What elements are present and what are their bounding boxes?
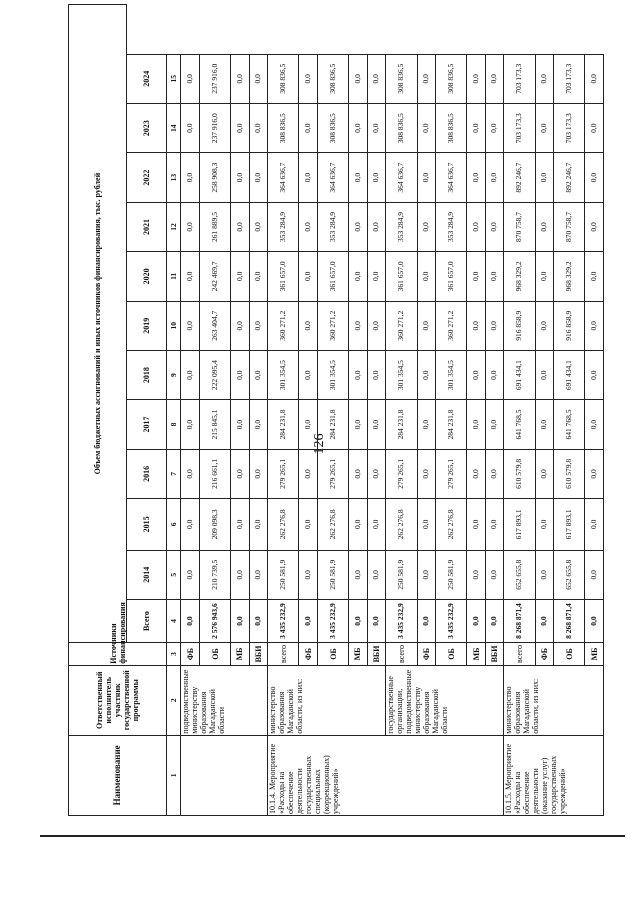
year-value-cell: 0,0 xyxy=(467,350,485,399)
year-value-cell: 0,0 xyxy=(367,499,385,550)
year-value-cell: 0,0 xyxy=(417,202,435,251)
year-value-cell: 364 636,7 xyxy=(267,153,298,202)
year-value-cell: 610 579,8 xyxy=(504,449,535,498)
source-cell: МБ xyxy=(585,643,604,666)
total-value-cell: 0,0 xyxy=(485,599,503,642)
year-value-cell: 0,0 xyxy=(467,550,485,599)
total-value-cell: 0,0 xyxy=(249,599,267,642)
year-value-cell: 0,0 xyxy=(181,153,199,202)
year-value-cell: 870 758,7 xyxy=(504,202,535,251)
year-value-cell: 279 265,1 xyxy=(386,449,417,498)
year-value-cell: 916 858,9 xyxy=(504,301,535,350)
page-divider xyxy=(40,835,625,837)
source-cell: ОБ xyxy=(317,643,348,666)
total-value-cell: 0,0 xyxy=(181,599,199,642)
year-value-cell: 0,0 xyxy=(417,449,435,498)
year-value-cell: 0,0 xyxy=(181,499,199,550)
year-value-cell: 703 173,3 xyxy=(553,103,584,152)
year-value-cell: 0,0 xyxy=(299,449,317,498)
year-value-cell: 0,0 xyxy=(585,550,604,599)
index-cell: 6 xyxy=(167,499,181,550)
year-value-cell: 0,0 xyxy=(535,350,553,399)
source-cell: ВБИ xyxy=(485,643,503,666)
year-value-cell: 870 758,7 xyxy=(553,202,584,251)
source-cell: ВБИ xyxy=(249,643,267,666)
year-value-cell: 0,0 xyxy=(349,54,367,103)
header-year: 2014 xyxy=(127,550,167,599)
year-value-cell: 301 354,5 xyxy=(267,350,298,399)
year-value-cell: 652 655,8 xyxy=(504,550,535,599)
header-year: 2017 xyxy=(127,400,167,449)
index-cell: 12 xyxy=(167,202,181,251)
year-value-cell: 242 469,7 xyxy=(199,252,230,301)
year-value-cell: 361 657,0 xyxy=(317,252,348,301)
year-value-cell: 308 836,5 xyxy=(435,54,466,103)
year-value-cell: 0,0 xyxy=(231,550,249,599)
year-value-cell: 0,0 xyxy=(367,54,385,103)
index-row xyxy=(167,5,181,816)
total-value-cell: 0,0 xyxy=(535,599,553,642)
year-value-cell: 301 354,5 xyxy=(435,350,466,399)
year-value-cell: 0,0 xyxy=(367,103,385,152)
year-value-cell: 0,0 xyxy=(485,54,503,103)
year-value-cell: 0,0 xyxy=(299,54,317,103)
year-value-cell: 0,0 xyxy=(535,54,553,103)
header-year: 2015 xyxy=(127,499,167,550)
year-value-cell: 262 276,8 xyxy=(435,499,466,550)
year-value-cell: 0,0 xyxy=(349,103,367,152)
header-year: 2022 xyxy=(127,153,167,202)
year-value-cell: 301 354,5 xyxy=(386,350,417,399)
year-value-cell: 215 845,1 xyxy=(199,400,230,449)
index-cell: 8 xyxy=(167,400,181,449)
index-cell: 15 xyxy=(167,54,181,103)
year-value-cell: 0,0 xyxy=(231,153,249,202)
year-value-cell: 0,0 xyxy=(367,301,385,350)
year-value-cell: 0,0 xyxy=(231,499,249,550)
executor-cell: подведомственные министерству образования Магаданской области xyxy=(181,665,268,735)
year-value-cell: 0,0 xyxy=(349,202,367,251)
year-value-cell: 0,0 xyxy=(367,252,385,301)
year-value-cell: 209 098,3 xyxy=(199,499,230,550)
year-value-cell: 0,0 xyxy=(485,449,503,498)
year-value-cell: 0,0 xyxy=(585,449,604,498)
year-value-cell: 360 271,2 xyxy=(386,301,417,350)
source-cell: ФБ xyxy=(535,643,553,666)
source-cell: ОБ xyxy=(435,643,466,666)
rotated-table-container xyxy=(68,4,604,816)
executor-cell: государственные организации, подведомственные министерству образования Магаданской области xyxy=(386,665,504,735)
year-value-cell: 250 581,9 xyxy=(435,550,466,599)
year-value-cell: 0,0 xyxy=(299,499,317,550)
year-value-cell: 0,0 xyxy=(535,103,553,152)
year-value-cell: 0,0 xyxy=(231,252,249,301)
total-value-cell: 8 268 871,4 xyxy=(504,599,535,642)
year-value-cell: 0,0 xyxy=(467,400,485,449)
year-value-cell: 703 173,3 xyxy=(504,54,535,103)
year-value-cell: 0,0 xyxy=(535,449,553,498)
year-value-cell: 0,0 xyxy=(417,400,435,449)
year-value-cell: 0,0 xyxy=(417,550,435,599)
year-value-cell: 0,0 xyxy=(249,202,267,251)
year-value-cell: 308 836,5 xyxy=(386,103,417,152)
header-volume-title: Объем бюджетных ассигнований и иных источников финансирования, тыс. рублей xyxy=(69,5,127,643)
total-value-cell: 2 576 943,6 xyxy=(199,599,230,642)
year-value-cell: 0,0 xyxy=(349,252,367,301)
year-value-cell: 0,0 xyxy=(367,550,385,599)
year-value-cell: 0,0 xyxy=(535,153,553,202)
year-value-cell: 0,0 xyxy=(249,449,267,498)
year-value-cell: 652 655,8 xyxy=(553,550,584,599)
year-value-cell: 0,0 xyxy=(535,499,553,550)
year-value-cell: 261 889,5 xyxy=(199,202,230,251)
year-value-cell: 0,0 xyxy=(585,400,604,449)
year-value-cell: 0,0 xyxy=(417,350,435,399)
table-row xyxy=(181,5,199,816)
year-value-cell: 0,0 xyxy=(299,400,317,449)
year-value-cell: 279 265,1 xyxy=(267,449,298,498)
year-value-cell: 222 095,4 xyxy=(199,350,230,399)
activity-name-cell: 10.1.4. Мероприятие «Расходы на обеспечение деятельности государственных специальных (коррекционных) учреждений» xyxy=(267,735,503,815)
year-value-cell: 353 284,9 xyxy=(386,202,417,251)
year-value-cell: 0,0 xyxy=(349,499,367,550)
year-value-cell: 0,0 xyxy=(181,252,199,301)
year-value-cell: 237 916,0 xyxy=(199,54,230,103)
source-cell: всего xyxy=(386,643,417,666)
year-value-cell: 0,0 xyxy=(249,350,267,399)
source-cell: ОБ xyxy=(199,643,230,666)
source-cell: МБ xyxy=(231,643,249,666)
table-row xyxy=(267,5,298,816)
year-value-cell: 0,0 xyxy=(231,301,249,350)
year-value-cell: 308 836,5 xyxy=(317,54,348,103)
year-value-cell: 0,0 xyxy=(417,153,435,202)
year-value-cell: 968 329,2 xyxy=(553,252,584,301)
year-value-cell: 0,0 xyxy=(231,202,249,251)
year-value-cell: 0,0 xyxy=(485,202,503,251)
year-value-cell: 308 836,5 xyxy=(386,54,417,103)
year-value-cell: 0,0 xyxy=(349,350,367,399)
source-cell: МБ xyxy=(467,643,485,666)
year-value-cell: 0,0 xyxy=(249,499,267,550)
year-value-cell: 0,0 xyxy=(367,202,385,251)
year-value-cell: 0,0 xyxy=(249,400,267,449)
year-value-cell: 691 434,1 xyxy=(553,350,584,399)
year-value-cell: 0,0 xyxy=(349,153,367,202)
total-value-cell: 3 435 232,9 xyxy=(435,599,466,642)
total-value-cell: 8 268 871,4 xyxy=(553,599,584,642)
year-value-cell: 0,0 xyxy=(417,103,435,152)
year-value-cell: 0,0 xyxy=(299,252,317,301)
budget-table xyxy=(68,4,604,816)
year-value-cell: 0,0 xyxy=(299,202,317,251)
year-value-cell: 0,0 xyxy=(231,400,249,449)
year-value-cell: 0,0 xyxy=(485,252,503,301)
year-value-cell: 284 231,8 xyxy=(435,400,466,449)
source-cell: ВБИ xyxy=(367,643,385,666)
activity-name-cell: 10.1.5. Мероприятие «Расходы на обеспечение деятельности (оказание услуг) государственных учреждений» xyxy=(504,735,604,815)
year-value-cell: 0,0 xyxy=(181,400,199,449)
year-value-cell: 216 661,1 xyxy=(199,449,230,498)
year-value-cell: 0,0 xyxy=(417,54,435,103)
year-value-cell: 0,0 xyxy=(535,550,553,599)
year-value-cell: 250 581,9 xyxy=(386,550,417,599)
year-value-cell: 0,0 xyxy=(181,301,199,350)
year-value-cell: 0,0 xyxy=(367,153,385,202)
year-value-cell: 617 893,1 xyxy=(553,499,584,550)
year-value-cell: 0,0 xyxy=(535,252,553,301)
source-cell: всего xyxy=(504,643,535,666)
year-value-cell: 0,0 xyxy=(485,550,503,599)
year-value-cell: 892 246,7 xyxy=(504,153,535,202)
year-value-cell: 263 404,7 xyxy=(199,301,230,350)
year-value-cell: 0,0 xyxy=(417,252,435,301)
year-value-cell: 308 836,5 xyxy=(317,103,348,152)
year-value-cell: 0,0 xyxy=(585,301,604,350)
year-value-cell: 0,0 xyxy=(585,350,604,399)
index-cell: 2 xyxy=(167,665,181,735)
year-value-cell: 0,0 xyxy=(585,252,604,301)
year-value-cell: 0,0 xyxy=(585,499,604,550)
year-value-cell: 0,0 xyxy=(231,350,249,399)
year-value-cell: 0,0 xyxy=(485,103,503,152)
year-value-cell: 0,0 xyxy=(467,202,485,251)
index-cell: 13 xyxy=(167,153,181,202)
header-total: Всего xyxy=(127,599,167,642)
header-name: Наименование xyxy=(69,735,167,815)
year-value-cell: 0,0 xyxy=(467,449,485,498)
header-year: 2019 xyxy=(127,301,167,350)
year-value-cell: 0,0 xyxy=(231,103,249,152)
year-value-cell: 0,0 xyxy=(181,103,199,152)
year-value-cell: 284 231,8 xyxy=(386,400,417,449)
year-value-cell: 0,0 xyxy=(231,449,249,498)
year-value-cell: 0,0 xyxy=(181,350,199,399)
header-year: 2023 xyxy=(127,103,167,152)
year-value-cell: 308 836,5 xyxy=(267,54,298,103)
year-value-cell: 279 265,1 xyxy=(435,449,466,498)
year-value-cell: 308 836,5 xyxy=(267,103,298,152)
year-value-cell: 0,0 xyxy=(299,350,317,399)
year-value-cell: 360 271,2 xyxy=(267,301,298,350)
year-value-cell: 0,0 xyxy=(585,103,604,152)
year-value-cell: 0,0 xyxy=(367,350,385,399)
year-value-cell: 360 271,2 xyxy=(317,301,348,350)
year-value-cell: 353 284,9 xyxy=(317,202,348,251)
year-value-cell: 262 276,8 xyxy=(317,499,348,550)
year-value-cell: 703 173,3 xyxy=(504,103,535,152)
year-value-cell: 284 231,8 xyxy=(317,400,348,449)
year-value-cell: 361 657,0 xyxy=(435,252,466,301)
year-value-cell: 364 636,7 xyxy=(386,153,417,202)
year-value-cell: 250 581,9 xyxy=(317,550,348,599)
year-value-cell: 364 636,7 xyxy=(317,153,348,202)
year-value-cell: 262 276,8 xyxy=(267,499,298,550)
year-value-cell: 0,0 xyxy=(485,350,503,399)
year-value-cell: 0,0 xyxy=(349,400,367,449)
year-value-cell: 301 354,5 xyxy=(317,350,348,399)
year-value-cell: 0,0 xyxy=(231,54,249,103)
index-cell: 4 xyxy=(167,599,181,642)
year-value-cell: 0,0 xyxy=(585,202,604,251)
year-value-cell: 361 657,0 xyxy=(267,252,298,301)
year-value-cell: 279 265,1 xyxy=(317,449,348,498)
year-value-cell: 0,0 xyxy=(467,103,485,152)
index-cell: 7 xyxy=(167,449,181,498)
header-executor: Ответственный исполнитель участник государственной программы xyxy=(69,665,167,735)
total-value-cell: 3 435 232,9 xyxy=(267,599,298,642)
year-value-cell: 0,0 xyxy=(467,301,485,350)
year-value-cell: 0,0 xyxy=(535,301,553,350)
year-value-cell: 0,0 xyxy=(249,103,267,152)
total-value-cell: 0,0 xyxy=(467,599,485,642)
year-value-cell: 262 276,8 xyxy=(386,499,417,550)
index-cell: 11 xyxy=(167,252,181,301)
year-value-cell: 364 636,7 xyxy=(435,153,466,202)
year-value-cell: 0,0 xyxy=(181,550,199,599)
year-value-cell: 308 836,5 xyxy=(435,103,466,152)
year-value-cell: 0,0 xyxy=(249,153,267,202)
year-value-cell: 0,0 xyxy=(485,301,503,350)
total-value-cell: 0,0 xyxy=(417,599,435,642)
year-value-cell: 210 739,5 xyxy=(199,550,230,599)
year-value-cell: 353 284,9 xyxy=(435,202,466,251)
page-number: 126 xyxy=(312,433,327,455)
year-value-cell: 0,0 xyxy=(249,54,267,103)
index-cell: 10 xyxy=(167,301,181,350)
year-value-cell: 0,0 xyxy=(585,153,604,202)
year-value-cell: 0,0 xyxy=(349,550,367,599)
year-value-cell: 0,0 xyxy=(467,499,485,550)
year-value-cell: 0,0 xyxy=(535,202,553,251)
year-value-cell: 0,0 xyxy=(485,400,503,449)
year-value-cell: 0,0 xyxy=(467,153,485,202)
executor-cell: министерство образования Магаданской области, из них: xyxy=(504,665,604,735)
rotated-page xyxy=(68,4,604,816)
header-year: 2021 xyxy=(127,202,167,251)
year-value-cell: 916 858,9 xyxy=(553,301,584,350)
year-value-cell: 0,0 xyxy=(417,499,435,550)
executor-cell: министерство образования Магаданской области, из них: xyxy=(267,665,385,735)
total-value-cell: 0,0 xyxy=(299,599,317,642)
year-value-cell: 360 271,2 xyxy=(435,301,466,350)
year-value-cell: 361 657,0 xyxy=(386,252,417,301)
year-value-cell: 0,0 xyxy=(349,301,367,350)
year-value-cell: 0,0 xyxy=(585,54,604,103)
index-cell: 14 xyxy=(167,103,181,152)
year-value-cell: 0,0 xyxy=(417,301,435,350)
total-value-cell: 3 435 232,9 xyxy=(386,599,417,642)
year-value-cell: 641 768,5 xyxy=(553,400,584,449)
total-value-cell: 0,0 xyxy=(367,599,385,642)
year-value-cell: 250 581,9 xyxy=(267,550,298,599)
year-value-cell: 0,0 xyxy=(299,153,317,202)
total-value-cell: 0,0 xyxy=(231,599,249,642)
year-value-cell: 0,0 xyxy=(349,449,367,498)
header-year: 2018 xyxy=(127,350,167,399)
year-value-cell: 0,0 xyxy=(249,550,267,599)
index-cell: 5 xyxy=(167,550,181,599)
header-year: 2016 xyxy=(127,449,167,498)
header-source: Источники финансирования xyxy=(69,643,167,666)
year-value-cell: 0,0 xyxy=(299,550,317,599)
year-value-cell: 0,0 xyxy=(535,400,553,449)
year-value-cell: 0,0 xyxy=(467,54,485,103)
total-value-cell: 3 435 232,9 xyxy=(317,599,348,642)
year-value-cell: 0,0 xyxy=(299,103,317,152)
table-row xyxy=(386,5,417,816)
header-year: 2020 xyxy=(127,252,167,301)
year-value-cell: 703 173,3 xyxy=(553,54,584,103)
index-cell: 1 xyxy=(167,735,181,815)
year-value-cell: 0,0 xyxy=(467,252,485,301)
year-value-cell: 0,0 xyxy=(181,202,199,251)
total-value-cell: 0,0 xyxy=(585,599,604,642)
activity-name-cell xyxy=(181,735,268,815)
header-year: 2024 xyxy=(127,54,167,103)
source-cell: ФБ xyxy=(299,643,317,666)
source-cell: МБ xyxy=(349,643,367,666)
year-value-cell: 237 916,0 xyxy=(199,103,230,152)
year-value-cell: 691 434,1 xyxy=(504,350,535,399)
source-cell: ОБ xyxy=(553,643,584,666)
year-value-cell: 968 329,2 xyxy=(504,252,535,301)
year-value-cell: 641 768,5 xyxy=(504,400,535,449)
source-cell: всего xyxy=(267,643,298,666)
year-value-cell: 353 284,9 xyxy=(267,202,298,251)
index-cell: 9 xyxy=(167,350,181,399)
year-value-cell: 258 908,3 xyxy=(199,153,230,202)
year-value-cell: 0,0 xyxy=(485,499,503,550)
year-value-cell: 0,0 xyxy=(485,153,503,202)
year-value-cell: 0,0 xyxy=(367,449,385,498)
year-value-cell: 610 579,8 xyxy=(553,449,584,498)
table-row xyxy=(504,5,535,816)
year-value-cell: 892 246,7 xyxy=(553,153,584,202)
source-cell: ФБ xyxy=(417,643,435,666)
year-value-cell: 0,0 xyxy=(299,301,317,350)
year-value-cell: 0,0 xyxy=(181,449,199,498)
source-cell: ФБ xyxy=(181,643,199,666)
total-value-cell: 0,0 xyxy=(349,599,367,642)
year-value-cell: 0,0 xyxy=(249,301,267,350)
year-value-cell: 0,0 xyxy=(181,54,199,103)
year-value-cell: 0,0 xyxy=(249,252,267,301)
index-cell: 3 xyxy=(167,643,181,666)
year-value-cell: 0,0 xyxy=(367,400,385,449)
year-value-cell: 284 231,8 xyxy=(267,400,298,449)
year-value-cell: 617 893,1 xyxy=(504,499,535,550)
